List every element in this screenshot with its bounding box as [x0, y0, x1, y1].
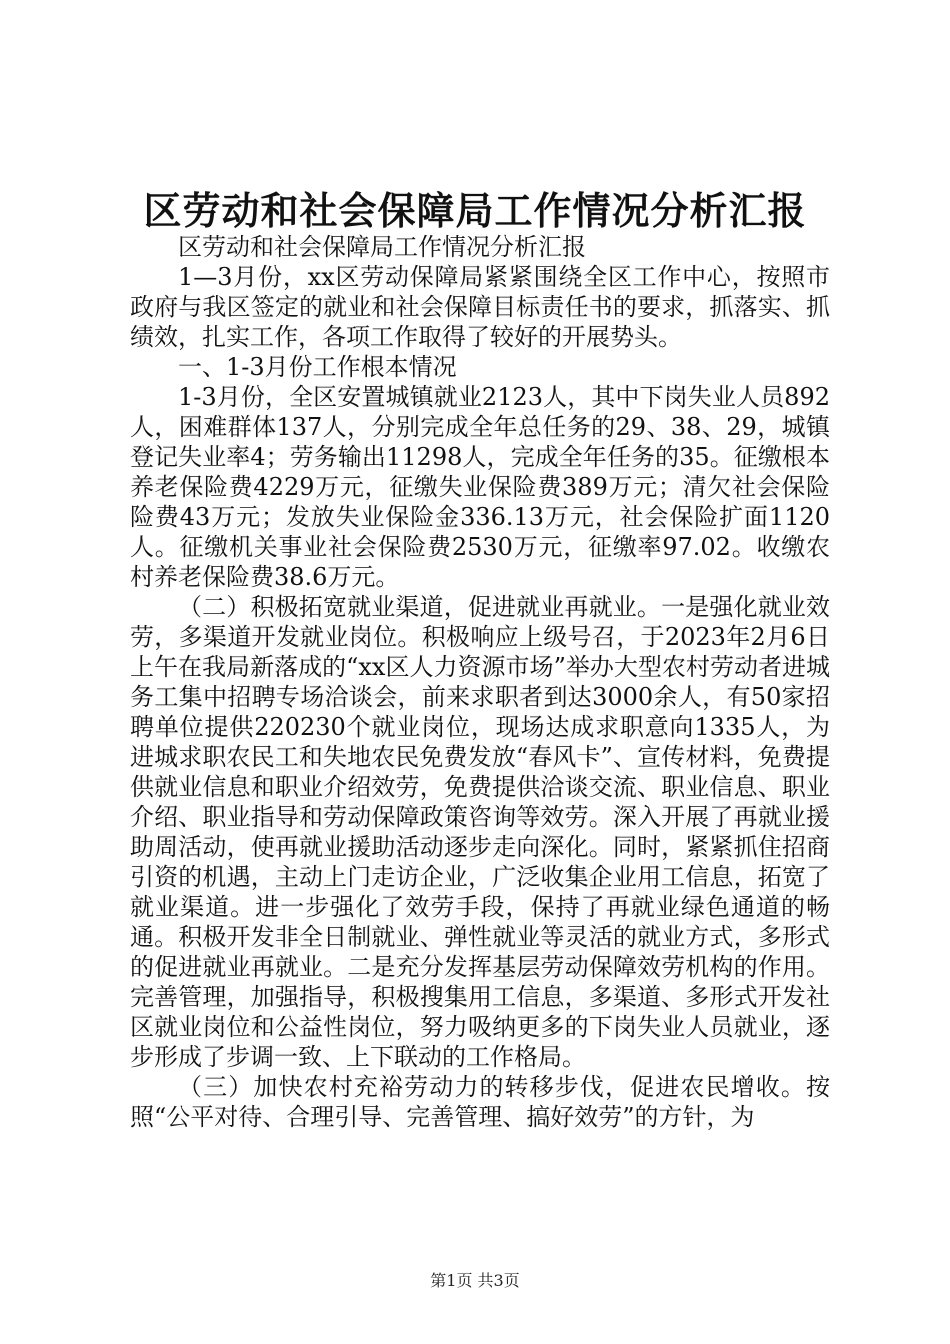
paragraph-rural-labor: （三）加快农村充裕劳动力的转移步伐，促进农民增收。按照“公平对待、合理引导、完善管理、搞好效劳”的方针，为 [130, 1073, 830, 1131]
document-title: 区劳动和社会保障局工作情况分析汇报 [143, 188, 807, 233]
paragraph-statistics: 1-3月份，全区安置城镇就业2123人，其中下岗失业人员892人，困难群体137人，分别完成全年总任务的29、38、29，城镇登记失业率4；劳务输出11298人，完成全年任务的35。征缴根本养老保险费4229万元，征缴失业保险费389万元；清欠社会保险险费43万元；发放失业保险金336.13万元，社会保险扩面1120人。征缴机关事业社会保险费2530万元，征缴率97.02。收缴农村养老保险费38.6万元。 [130, 383, 830, 591]
paragraph-subtitle: 区劳动和社会保障局工作情况分析汇报 [178, 233, 586, 261]
page-footer: 第1页 共3页 [430, 1271, 520, 1290]
paragraph-intro: 1—3月份，xx区劳动保障局紧紧围绕全区工作中心，按照市政府与我区签定的就业和社会保障目标责任书的要求，抓落实、抓绩效，扎实工作，各项工作取得了较好的开展势头。 [130, 263, 830, 351]
section-heading: 一、1-3月份工作根本情况 [178, 353, 457, 381]
document-body [130, 232, 830, 1132]
paragraph-employment: （二）积极拓宽就业渠道，促进就业再就业。一是强化就业效劳，多渠道开发就业岗位。积极响应上级号召，于2023年2月6日上午在我局新落成的“xx区人力资源市场”举办大型农村劳动者进城务工集中招聘专场洽谈会，前来求职者到达3000余人，有50家招聘单位提供220230个就业岗位，现场达成求职意向1335人，为进城求职农民工和失地农民免费发放“春风卡”、宣传材料，免费提供就业信息和职业介绍效劳，免费提供洽谈交流、职业信息、职业介绍、职业指导和劳动保障政策咨询等效劳。深入开展了再就业援助周活动，使再就业援助活动逐步走向深化。同时，紧紧抓住招商引资的机遇，主动上门走访企业，广泛收集企业用工信息，拓宽了就业渠道。进一步强化了效劳手段，保持了再就业绿色通道的畅通。积极开发非全日制就业、弹性就业等灵活的就业方式，多形式的促进就业再就业。二是充分发挥基层劳动保障效劳机构的作用。完善管理，加强指导，积极搜集用工信息，多渠道、多形式开发社区就业岗位和公益性岗位，努力吸纳更多的下岗失业人员就业，逐步形成了步调一致、上下联动的工作格局。 [130, 593, 830, 1071]
